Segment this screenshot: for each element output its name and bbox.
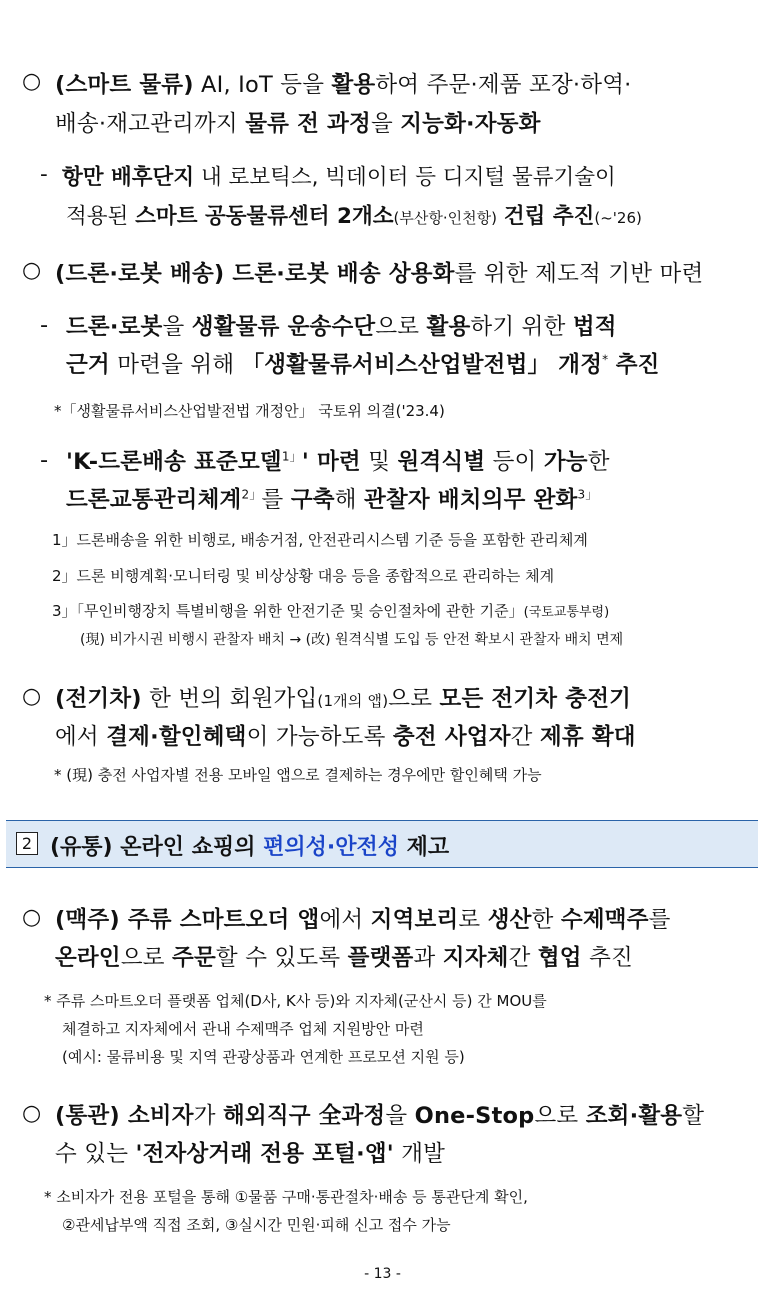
item-tag: (맥주) bbox=[55, 907, 120, 933]
item-drone-line1: (드론·로봇 배송) 드론·로봇 배송 상용화를 위한 제도적 기반 마련 bbox=[55, 261, 704, 287]
bullet-circle: ○ bbox=[22, 684, 42, 709]
section-header-bar bbox=[6, 820, 758, 868]
sub-drone-law-line1: 드론·로봇을 생활물류 운송수단으로 활용하기 위한 법적 bbox=[66, 314, 617, 340]
footnote: 체결하고 지자체에서 관내 수제맥주 업체 지원방안 마련 bbox=[62, 1020, 424, 1038]
item-tag: (전기차) bbox=[55, 686, 142, 712]
page-number: - 13 - bbox=[364, 1266, 401, 1282]
footnote: 1」드론배송을 위한 비행로, 배송거점, 안전관리시스템 기준 등을 포함한 관리체계 bbox=[52, 531, 588, 549]
footnote: ②관세납부액 직접 조회, ③실시간 민원·피해 신고 접수 가능 bbox=[62, 1216, 451, 1234]
item-beer-line2: 온라인으로 주문할 수 있도록 플랫폼과 지자체간 협업 추진 bbox=[55, 945, 633, 971]
section-number: 2 bbox=[16, 832, 38, 855]
footnote: * 주류 스마트오더 플랫폼 업체(D사, K사 등)와 지자체(군산시 등) 간 MOU를 bbox=[44, 992, 547, 1010]
item-beer-line1: (맥주) 주류 스마트오더 앱에서 지역보리로 생산한 수제맥주를 bbox=[55, 907, 671, 933]
footnote: * (現) 충전 사업자별 전용 모바일 앱으로 결제하는 경우에만 할인혜택 가능 bbox=[54, 766, 542, 784]
footnote: *「생활물류서비스산업발전법 개정안」 국토위 의결('23.4) bbox=[54, 402, 445, 420]
sub-kdrone-line1: 'K-드론배송 표준모델$^{1」}$' 마련 및 원격식별 등이 가능한 bbox=[66, 449, 610, 475]
sub-kdrone-line2: 드론교통관리체계$^{2」}$를 구축해 관찰자 배치의무 완화$^{3」}$ bbox=[66, 487, 598, 513]
item-smart-logistics-line1: (스마트 물류) AI, IoT 등을 활용하여 주문·제품 포장·하역· bbox=[55, 72, 632, 98]
item-tag: (통관) bbox=[55, 1103, 120, 1129]
dash-marker: - bbox=[40, 312, 49, 338]
sub-harbor-line2: 적용된 스마트 공동물류센터 2개소(부산항·인천항) 건립 추진(~'26) bbox=[66, 204, 642, 229]
dash-marker: - bbox=[40, 447, 49, 473]
bullet-circle: ○ bbox=[22, 1101, 42, 1126]
sub-harbor-line1: 항만 배후단지 내 로보틱스, 빅데이터 등 디지털 물류기술이 bbox=[62, 165, 616, 190]
section-title: (유통) 온라인 쇼핑의 편의성·안전성 제고 bbox=[50, 835, 450, 860]
footnote: 3」「무인비행장치 특별비행을 위한 안전기준 및 승인절차에 관한 기준」(국토교통부령) bbox=[52, 602, 610, 620]
footnote: (現) 비가시권 비행시 관찰자 배치 → (改) 원격식별 도입 등 안전 확보시 관찰자 배치 면제 bbox=[80, 632, 624, 648]
bullet-circle: ○ bbox=[22, 258, 42, 283]
sub-drone-law-line2: 근거 마련을 위해 「생활물류서비스산업발전법」 개정* 추진 bbox=[66, 352, 660, 378]
bullet-circle: ○ bbox=[22, 905, 42, 930]
item-customs-line2: 수 있는 '전자상거래 전용 포털·앱' 개발 bbox=[55, 1141, 446, 1167]
dash-marker: - bbox=[40, 162, 48, 187]
footnote: * 소비자가 전용 포털을 통해 ①물품 구매·통관절차·배송 등 통관단계 확인, bbox=[44, 1188, 528, 1206]
item-tag: (스마트 물류) bbox=[55, 72, 194, 98]
footnote: 2」드론 비행계획·모니터링 및 비상상황 대응 등을 종합적으로 관리하는 체계 bbox=[52, 567, 555, 585]
item-customs-line1: (통관) 소비자가 해외직구 全과정을 One-Stop으로 조회·활용할 bbox=[55, 1103, 705, 1129]
item-ev-line2: 에서 결제·할인혜택이 가능하도록 충전 사업자간 제휴 확대 bbox=[55, 724, 636, 750]
item-smart-logistics-line2: 배송·재고관리까지 물류 전 과정을 지능화·자동화 bbox=[55, 111, 541, 137]
footnote: (예시: 물류비용 및 지역 관광상품과 연계한 프로모션 지원 등) bbox=[62, 1048, 465, 1066]
bullet-circle: ○ bbox=[22, 69, 42, 94]
section-highlight: 편의성·안전성 bbox=[263, 835, 399, 860]
item-ev-line1: (전기차) 한 번의 회원가입(1개의 앱)으로 모든 전기차 충전기 bbox=[55, 686, 632, 712]
item-tag: (드론·로봇 배송) bbox=[55, 261, 225, 287]
